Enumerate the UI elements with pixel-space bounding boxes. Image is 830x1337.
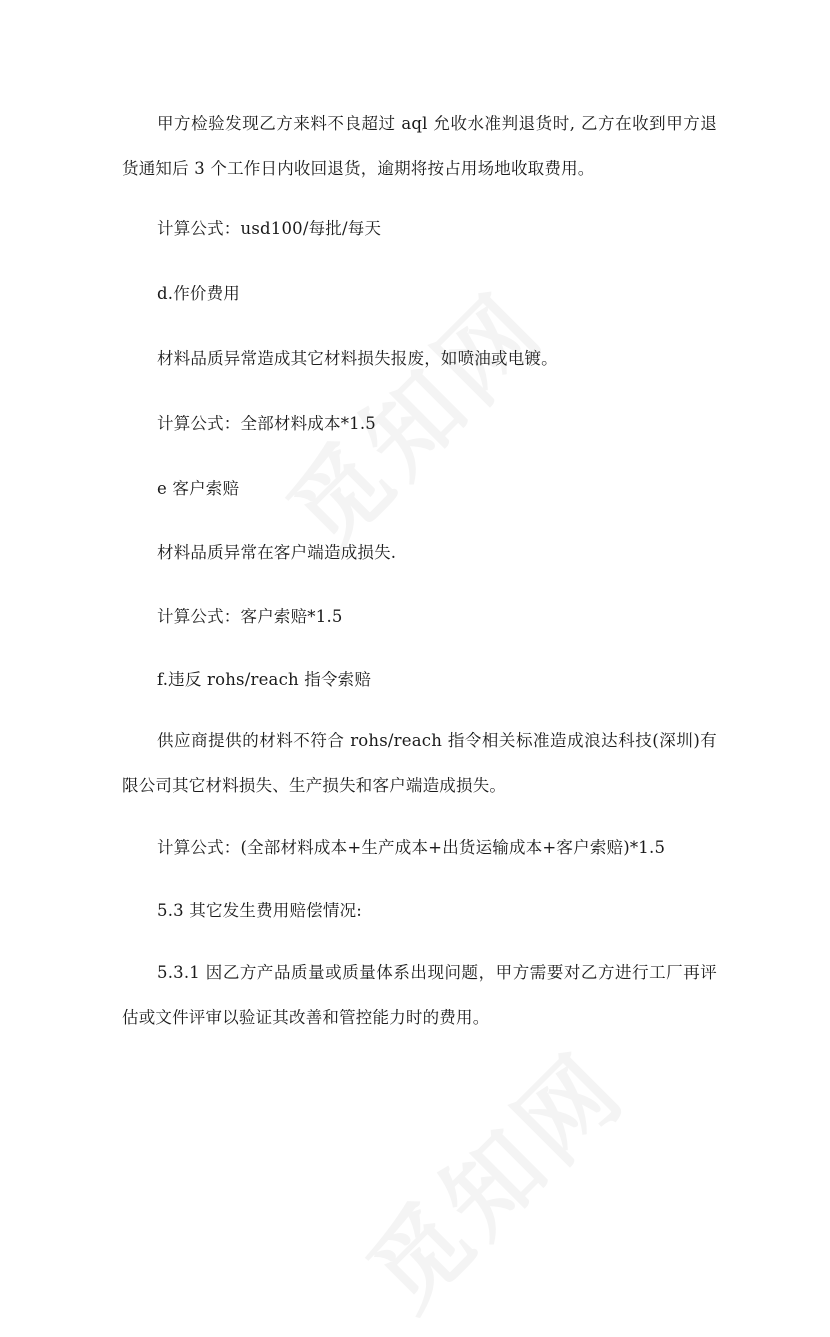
paragraph-formula-material: 计算公式：全部材料成本*1.5 [157, 414, 376, 433]
paragraph-return-goods: 甲方检验发现乙方来料不良超过 aql 允收水准判退货时, 乙方在收到甲方退货通知后 3 个工作日内收回退货，逾期将按占用场地收取费用。 [122, 114, 717, 178]
paragraph-material-scrap: 材料品质异常造成其它材料损失报废，如喷油或电镀。 [157, 349, 558, 368]
paragraph-5-3-1: 5.3.1 因乙方产品质量或质量体系出现问题，甲方需要对乙方进行工厂再评估或文件评审以验证其改善和管控能力时的费用。 [122, 963, 717, 1027]
paragraph-heading-e: e 客户索赔 [157, 479, 240, 498]
paragraph-formula-total: 计算公式：(全部材料成本+生产成本+出货运输成本+客户索赔)*1.5 [157, 838, 666, 857]
paragraph-customer-loss: 材料品质异常在客户端造成损失. [157, 543, 397, 562]
paragraph-formula-storage: 计算公式：usd100/每批/每天 [157, 219, 382, 238]
paragraph-heading-f: f.违反 rohs/reach 指令索赔 [157, 670, 372, 689]
paragraph-formula-claim: 计算公式：客户索赔*1.5 [157, 607, 343, 626]
paragraph-heading-d: d.作价费用 [157, 284, 241, 303]
paragraph-rohs-reach: 供应商提供的材料不符合 rohs/reach 指令相关标准造成浪达科技(深圳)有限公司其它材料损失、生产损失和客户端造成损失。 [122, 731, 717, 795]
paragraph-heading-5-3: 5.3 其它发生费用赔偿情况: [157, 901, 363, 920]
